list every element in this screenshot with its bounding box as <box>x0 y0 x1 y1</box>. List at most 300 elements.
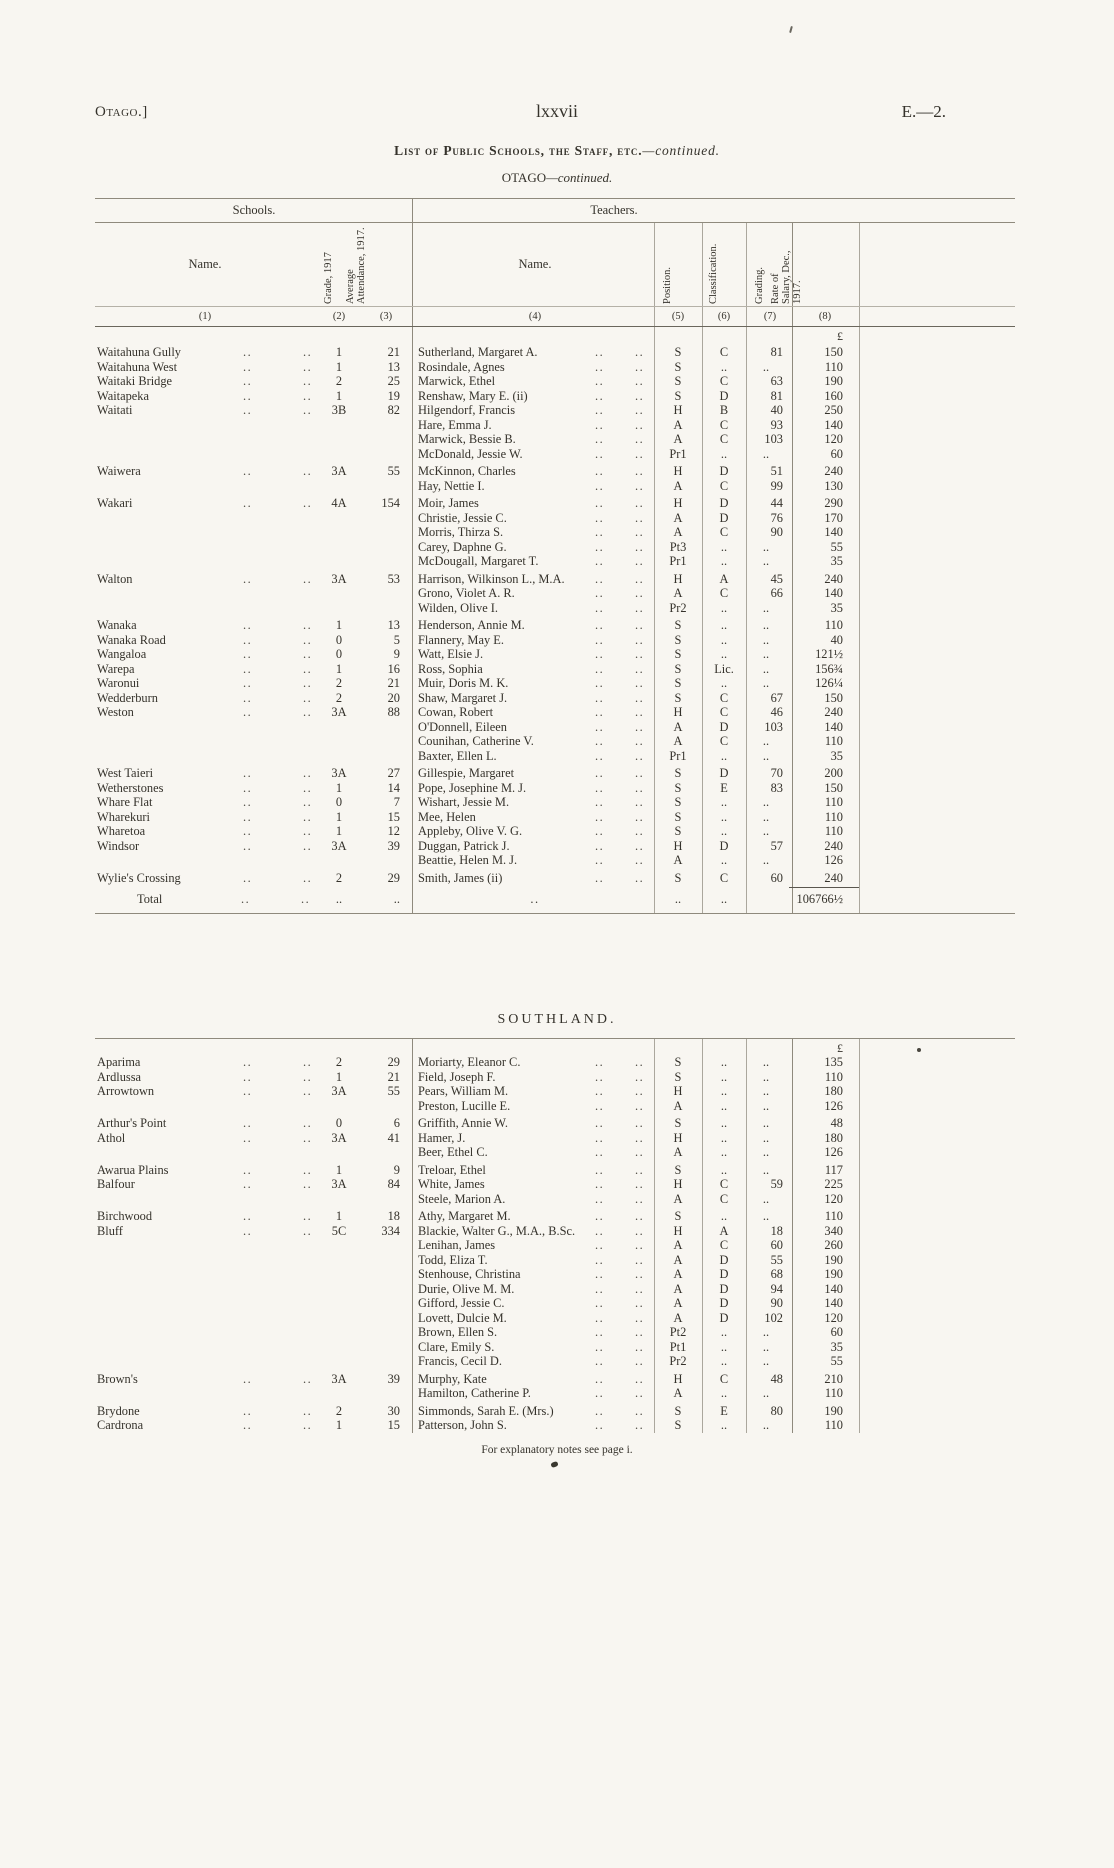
position-cell: A <box>673 1386 683 1400</box>
school-name: Windsor <box>97 839 144 854</box>
classification-cell: .. <box>720 809 728 824</box>
position-cell: H <box>673 1371 683 1386</box>
grading-cell: .. <box>762 1084 770 1098</box>
position-cell: Pr1 <box>669 748 687 763</box>
position-cell: S <box>674 780 682 795</box>
salary-cell: 110 <box>824 359 843 374</box>
dot-leader: .. <box>595 586 605 600</box>
grading-cell: 81 <box>770 345 783 359</box>
dot-leader: .. <box>243 1130 253 1145</box>
dot-leader: .. <box>595 1252 605 1267</box>
school-cell <box>97 810 311 825</box>
school-cell <box>97 824 311 839</box>
grading-cell: 40 <box>770 403 783 417</box>
teacher-cell <box>418 1099 652 1114</box>
dot-leader: .. <box>595 417 605 432</box>
dot-leader: .. <box>635 388 645 403</box>
teacher-cell <box>418 360 652 375</box>
teacher-name: McKinnon, Charles <box>418 464 521 479</box>
dot-leader: .. <box>303 464 313 478</box>
salary-cell: 290 <box>824 496 843 510</box>
teacher-name: Todd, Eliza T. <box>418 1253 493 1268</box>
dot-leader: .. <box>595 1098 605 1113</box>
position-cell: S <box>674 824 682 838</box>
dot-leader: .. <box>595 1403 605 1418</box>
dot-leader: .. <box>243 571 253 586</box>
dot-leader: .. <box>635 374 645 388</box>
dot-leader: .. <box>635 647 645 661</box>
attendance-cell: 14 <box>387 780 400 795</box>
dot-leader: .. <box>595 1267 605 1281</box>
school-cell <box>97 1131 311 1146</box>
dot-leader: .. <box>635 1354 645 1368</box>
teacher-cell <box>418 601 652 616</box>
classification-cell: E <box>720 1403 728 1418</box>
salary-cell: 40 <box>830 632 843 647</box>
teacher-cell <box>418 1340 652 1355</box>
classification-cell: C <box>719 525 729 539</box>
dot-leader: .. <box>635 853 645 867</box>
grading-cell: .. <box>762 554 770 568</box>
grading-cell: 63 <box>770 374 783 388</box>
salary-cell: 48 <box>830 1116 843 1130</box>
dot-leader: .. <box>635 1191 645 1206</box>
salary-cell: 110 <box>824 734 843 748</box>
teacher-cell <box>418 1404 652 1419</box>
school-name: Wanaka <box>97 618 142 633</box>
position-cell: H <box>673 838 683 853</box>
table-row <box>95 766 1015 781</box>
salary-cell: 120 <box>824 432 843 446</box>
teacher-cell <box>418 464 652 479</box>
attendance-cell: 13 <box>387 359 400 374</box>
dot-leader: .. <box>243 795 253 809</box>
column-numbers-row <box>95 307 1015 327</box>
teacher-name: Hilgendorf, Francis <box>418 403 520 418</box>
teacher-cell <box>418 1116 652 1131</box>
classification-cell: D <box>719 496 729 510</box>
dot-leader: .. <box>243 1116 253 1130</box>
salary-cell: 225 <box>824 1177 843 1191</box>
school-cell <box>97 871 311 886</box>
dot-leader: .. <box>595 824 605 838</box>
position-cell: A <box>673 1145 683 1159</box>
teacher-cell <box>418 374 652 389</box>
classification-cell: .. <box>720 1418 728 1432</box>
table-row <box>95 1418 1015 1433</box>
dot-leader: .. <box>635 870 645 885</box>
grading-cell: .. <box>762 647 770 661</box>
dot-leader: .. <box>303 1130 313 1145</box>
position-cell: A <box>673 510 683 525</box>
school-cell <box>97 389 311 404</box>
grade-cell: 2 <box>335 374 343 388</box>
grading-cell: 90 <box>770 1296 783 1310</box>
school-name: Wakari <box>97 496 137 511</box>
position-cell: H <box>673 1223 683 1238</box>
table-row <box>95 871 1015 886</box>
school-name: Waitati <box>97 403 137 418</box>
salary-cell: 140 <box>824 1281 843 1296</box>
teacher-name: Moriarty, Eleanor C. <box>418 1055 525 1070</box>
salary-cell: 110 <box>824 795 843 809</box>
grading-cell: 59 <box>770 1177 783 1191</box>
grading-cell: .. <box>762 809 770 824</box>
dot-leader: .. <box>243 1162 253 1177</box>
school-name: Whare Flat <box>97 795 157 810</box>
school-name: Weston <box>97 705 139 720</box>
classification-cell: .. <box>720 1339 728 1354</box>
dot-leader: .. <box>635 1177 645 1191</box>
dot-leader: .. <box>595 496 605 510</box>
position-cell: A <box>673 1281 683 1296</box>
dot-leader: .. <box>243 1177 253 1191</box>
grading-cell: .. <box>762 795 770 809</box>
position-cell: S <box>674 690 682 705</box>
teacher-cell <box>418 1224 652 1239</box>
dot-leader: .. <box>635 1296 645 1310</box>
dot-leader: .. <box>635 525 645 539</box>
dot-leader: .. <box>635 1418 645 1432</box>
table-row <box>95 839 1015 854</box>
school-cell <box>97 1224 311 1239</box>
position-cell: S <box>674 1418 682 1432</box>
teacher-name: McDougall, Margaret T. <box>418 554 543 569</box>
position-cell: A <box>673 586 683 600</box>
grade-cell: 3A <box>331 571 347 586</box>
position-cell: S <box>674 1055 682 1069</box>
grading-cell: 103 <box>764 432 783 446</box>
salary-cell: 240 <box>824 838 843 853</box>
teacher-name: Ross, Sophia <box>418 662 488 677</box>
teacher-cell <box>418 572 652 587</box>
dot-leader: .. <box>595 1069 605 1084</box>
grading-cell: 94 <box>770 1281 783 1296</box>
grade-cell: 3A <box>331 838 347 853</box>
dot-leader: .. <box>635 690 645 705</box>
school-name: Arrowtown <box>97 1084 159 1099</box>
position-cell: H <box>673 496 683 510</box>
teacher-name: Muir, Doris M. K. <box>418 676 513 691</box>
classification-cell: C <box>719 1238 729 1252</box>
teacher-cell <box>418 662 652 677</box>
table-row <box>95 781 1015 796</box>
teacher-name: Flannery, May E. <box>418 633 509 648</box>
table-row <box>95 1209 1015 1224</box>
classification-cell: C <box>719 734 729 748</box>
teacher-cell <box>418 871 652 886</box>
grading-cell: 55 <box>770 1252 783 1267</box>
dot-leader: .. <box>595 1371 605 1386</box>
grading-cell: .. <box>762 1130 770 1145</box>
dot-leader: .. <box>595 388 605 403</box>
teacher-name: Marwick, Bessie B. <box>418 432 521 447</box>
dot-leader: .. <box>595 1084 605 1098</box>
classification-cell: .. <box>720 539 728 554</box>
classification-cell: D <box>719 388 729 403</box>
table-row <box>95 572 1015 587</box>
dot-leader: .. <box>635 661 645 676</box>
scan-speck <box>550 1461 558 1468</box>
attendance-cell: 25 <box>387 374 400 388</box>
salary-cell: 190 <box>824 1267 843 1281</box>
position-cell: S <box>674 795 682 809</box>
school-cell <box>97 633 311 648</box>
grading-cell: 60 <box>770 1238 783 1252</box>
classification-cell: .. <box>720 359 728 374</box>
table-row <box>95 662 1015 677</box>
teacher-cell <box>418 705 652 720</box>
dot-leader: .. <box>243 1223 253 1238</box>
grade-cell: 2 <box>335 1055 343 1069</box>
dot-leader: .. <box>635 464 645 478</box>
dot-leader: .. <box>595 734 605 748</box>
dot-leader: .. <box>243 1403 253 1418</box>
table-row <box>95 1354 1015 1369</box>
table-row <box>95 525 1015 540</box>
classification-cell: D <box>719 719 729 734</box>
teacher-name: Lovett, Dulcie M. <box>418 1311 512 1326</box>
grade-cell: 1 <box>335 1209 343 1223</box>
salary-cell: 55 <box>830 539 843 554</box>
dot-leader: .. <box>303 1177 313 1191</box>
grade-cell: 3A <box>331 705 347 719</box>
grade-cell: 2 <box>335 870 343 885</box>
dot-leader: .. <box>595 661 605 676</box>
dot-leader: .. <box>635 838 645 853</box>
scan-speck <box>917 1048 921 1052</box>
table-row <box>95 374 1015 389</box>
position-cell: H <box>673 1084 683 1098</box>
classification-cell: .. <box>720 1084 728 1098</box>
dot-leader: .. <box>595 374 605 388</box>
dot-leader: .. <box>243 1055 253 1069</box>
classification-cell: .. <box>720 1325 728 1339</box>
attendance-cell: 6 <box>393 1116 400 1130</box>
attendance-cell: 27 <box>387 766 400 780</box>
dot-leader: .. <box>635 1339 645 1354</box>
teacher-name: Pope, Josephine M. J. <box>418 781 531 796</box>
dot-leader: .. <box>635 359 645 374</box>
position-cell: S <box>674 632 682 647</box>
teacher-cell <box>418 676 652 691</box>
teacher-name: Shaw, Margaret J. <box>418 691 512 706</box>
teacher-name: Marwick, Ethel <box>418 374 500 389</box>
dot-leader: .. <box>635 571 645 586</box>
table-row <box>95 676 1015 691</box>
attendance-cell: 55 <box>387 464 400 478</box>
grade-cell: 3A <box>331 1177 347 1191</box>
classification-cell: D <box>719 838 729 853</box>
dot-leader: .. <box>243 496 253 510</box>
teacher-name: Clare, Emily S. <box>418 1340 499 1355</box>
teacher-name: Treloar, Ethel <box>418 1163 491 1178</box>
attendance-cell: 12 <box>387 824 400 838</box>
school-name: Waitaki Bridge <box>97 374 177 389</box>
classification-cell: C <box>719 1177 729 1191</box>
school-cell <box>97 374 311 389</box>
school-name: Athol <box>97 1131 130 1146</box>
teacher-cell <box>418 781 652 796</box>
position-cell: H <box>673 1130 683 1145</box>
grading-cell: .. <box>762 1145 770 1159</box>
position-cell: S <box>674 661 682 676</box>
teacher-name: O'Donnell, Eileen <box>418 720 512 735</box>
school-cell <box>97 360 311 375</box>
grade-cell: 1 <box>335 388 343 403</box>
grading-cell: .. <box>762 1354 770 1368</box>
dot-leader: .. <box>595 1145 605 1159</box>
school-name: Waitapeka <box>97 389 154 404</box>
classification-cell: .. <box>720 600 728 615</box>
classification-cell: .. <box>720 647 728 661</box>
teacher-cell <box>418 1084 652 1099</box>
dot-leader: .. <box>595 1191 605 1206</box>
classification-cell: C <box>719 478 729 493</box>
position-cell: Pr2 <box>669 1354 687 1368</box>
attendance-cell: 53 <box>387 571 400 586</box>
salary-cell: 200 <box>824 766 843 780</box>
column-number: (8) <box>818 311 832 322</box>
grading-cell: .. <box>762 824 770 838</box>
position-cell: Pr2 <box>669 600 687 615</box>
table-row <box>95 1296 1015 1311</box>
grading-cell: 66 <box>770 586 783 600</box>
school-name: Wharetoa <box>97 824 150 839</box>
dot-leader: .. <box>243 1418 253 1432</box>
salary-cell: 190 <box>824 374 843 388</box>
school-cell <box>97 647 311 662</box>
table-group-header-row <box>95 199 1015 223</box>
school-cell <box>97 1163 311 1178</box>
grading-cell: 67 <box>770 690 783 705</box>
school-cell <box>97 1070 311 1085</box>
dot-leader: .. <box>243 780 253 795</box>
grading-cell: 80 <box>770 1403 783 1418</box>
school-name: Waronui <box>97 676 144 691</box>
grade-cell: 2 <box>335 690 343 705</box>
attendance-cell: 9 <box>393 647 400 661</box>
grading-cell: 81 <box>770 388 783 403</box>
dot-leader: .. <box>635 748 645 763</box>
dot-leader: .. <box>635 1310 645 1325</box>
dot-leader: .. <box>635 600 645 615</box>
dot-leader: .. <box>303 359 313 374</box>
teacher-cell <box>418 554 652 569</box>
currency-row <box>95 327 1015 345</box>
dot-leader: .. <box>595 510 605 525</box>
teacher-name: Steele, Marion A. <box>418 1192 510 1207</box>
grading-cell: 103 <box>764 719 783 734</box>
dot-leader: .. <box>595 838 605 853</box>
dot-leader: .. <box>243 705 253 719</box>
currency-symbol: £ <box>837 1041 843 1055</box>
grading-cell: .. <box>762 1116 770 1130</box>
dot-leader: .. <box>635 1223 645 1238</box>
dot-leader: .. <box>303 403 313 417</box>
grade-cell: 1 <box>335 618 343 632</box>
dot-leader: .. <box>635 1371 645 1386</box>
teacher-name: Hamilton, Catherine P. <box>418 1386 536 1401</box>
grading-cell: 68 <box>770 1267 783 1281</box>
grade-cell: 1 <box>335 780 343 795</box>
table-row <box>95 824 1015 839</box>
dot-leader: .. <box>243 374 253 388</box>
teacher-cell <box>418 1325 652 1340</box>
teacher-name: Carey, Daphne G. <box>418 540 512 555</box>
salary-cell: 240 <box>824 705 843 719</box>
teacher-cell <box>418 1267 652 1282</box>
classification-cell: .. <box>720 1209 728 1223</box>
classification-cell: C <box>719 345 729 359</box>
grading-cell: .. <box>762 618 770 632</box>
salary-cell: 150 <box>824 345 843 359</box>
classification-cell: .. <box>720 632 728 647</box>
position-cell: S <box>674 766 682 780</box>
document-title-text: List of Public Schools, the Staff, etc. <box>394 143 643 158</box>
currency-symbol: £ <box>837 329 843 343</box>
position-cell: S <box>674 676 682 690</box>
table-row <box>95 1055 1015 1070</box>
dot-leader: .. <box>595 1162 605 1177</box>
grading-cell: .. <box>762 1418 770 1432</box>
dot-leader: .. <box>595 1238 605 1252</box>
teacher-name: Stenhouse, Christina <box>418 1267 526 1282</box>
school-name: Wangaloa <box>97 647 151 662</box>
teacher-cell <box>418 647 652 662</box>
column-number: (5) <box>671 311 685 322</box>
dot-leader: .. <box>635 478 645 493</box>
salary-cell: 140 <box>824 719 843 734</box>
grading-cell: 102 <box>764 1310 783 1325</box>
dot-leader: .. <box>595 795 605 809</box>
school-name: Wedderburn <box>97 691 163 706</box>
dot-leader: .. <box>243 824 253 838</box>
grading-cell: .. <box>762 632 770 647</box>
school-name: West Taieri <box>97 766 158 781</box>
position-cell: H <box>673 1177 683 1191</box>
teacher-name: Wishart, Jessie M. <box>418 795 514 810</box>
dot-leader: .. <box>595 1281 605 1296</box>
table-row <box>95 1372 1015 1387</box>
position-cell: S <box>674 388 682 403</box>
position-cell: S <box>674 647 682 661</box>
dot-leader: .. <box>635 1281 645 1296</box>
dot-leader: .. <box>595 1055 605 1069</box>
table-row <box>95 1099 1015 1114</box>
dot-leader: .. <box>635 766 645 780</box>
salary-cell: 120 <box>824 1191 843 1206</box>
dot-leader: .. <box>635 510 645 525</box>
classification-cell: Lic. <box>714 661 734 676</box>
dot-leader: .. <box>303 1116 313 1130</box>
salary-cell: 170 <box>824 510 843 525</box>
table-row <box>95 418 1015 433</box>
region-subtitle-continued: —continued. <box>546 170 613 185</box>
teacher-name: White, James <box>418 1177 490 1192</box>
salary-cell: 110 <box>824 1386 843 1400</box>
dot-leader: .. <box>635 1116 645 1130</box>
table-row <box>95 1163 1015 1178</box>
dot-leader: .. <box>595 1339 605 1354</box>
dot-leader: .. <box>595 1310 605 1325</box>
salary-cell: 117 <box>824 1162 843 1177</box>
schools-group-header: Schools. <box>232 203 276 217</box>
school-cell <box>97 1404 311 1419</box>
grading-cell: 70 <box>770 766 783 780</box>
dot-leader: .. <box>635 1069 645 1084</box>
dot-leader: .. <box>243 464 253 478</box>
